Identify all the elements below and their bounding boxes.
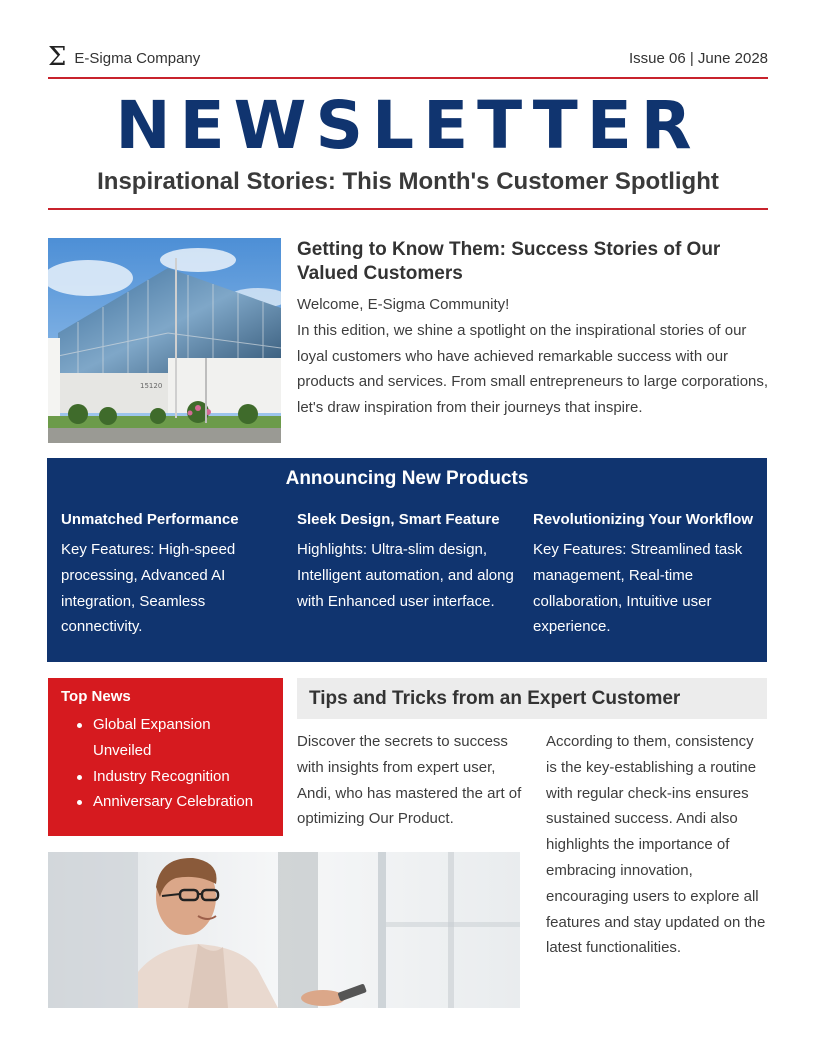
sigma-logo-icon: Σ (48, 41, 67, 72)
product-text: Highlights: Ultra-slim design, Intelligent automation, and along with Enhanced user interface. (297, 541, 514, 610)
new-products-panel (47, 458, 767, 662)
tips-left-text: Discover the secrets to success with insights from expert user, Andi, who has mastered the art of optimizing Our Product. (297, 733, 522, 828)
newsletter-subtitle: Inspirational Stories: This Month's Customer Spotlight (97, 168, 719, 195)
product-item (61, 511, 285, 640)
svg-text:15120: 15120 (140, 382, 163, 390)
intro-greeting: Welcome, E-Sigma Community! (297, 296, 510, 313)
product-title: Sleek Design, Smart Feature (297, 511, 500, 528)
intro-section (297, 238, 769, 421)
product-text: Key Features: High-speed processing, Advanced AI integration, Seamless connectivity. (61, 541, 236, 636)
products-heading: Announcing New Products (285, 468, 529, 489)
issue-date: Issue 06 | June 2028 (629, 49, 768, 67)
header-divider (48, 77, 768, 79)
subtitle-divider (48, 208, 768, 210)
office-building-photo (48, 238, 281, 443)
tips-right-text: According to them, consistency is the key-establishing a routine with regular check-ins ensures sustained success. Andi also highlights the importance of embracing innovation, encouraging users to explore all features and stay updated on the latest functionalities. (546, 733, 766, 957)
newsletter-title: NEWSLETTER (115, 87, 701, 164)
product-item (533, 511, 757, 640)
product-item (297, 511, 521, 614)
product-title: Unmatched Performance (61, 511, 239, 528)
list-item: Anniversary Celebration (93, 789, 270, 815)
top-news-heading: Top News (61, 688, 131, 705)
intro-body: In this edition, we shine a spotlight on the inspirational stories of our loyal customers who have achieved remarkable success with our products and services. From small entrepreneurs to large corporations, let's draw inspiration from their journeys that inspire. (297, 321, 769, 417)
brand (48, 41, 201, 72)
list-item: Global Expansion Unveiled (93, 712, 270, 764)
header-bar (48, 41, 768, 72)
top-news-box (48, 678, 283, 836)
product-title: Revolutionizing Your Workflow (533, 511, 753, 528)
intro-heading: Getting to Know Them: Success Stories of Our Valued Customers (297, 239, 721, 284)
list-item: Industry Recognition (93, 764, 270, 790)
top-news-list (61, 712, 270, 815)
product-text: Key Features: Streamlined task management, Real-time collaboration, Intuitive user experience. (533, 541, 743, 636)
tips-heading: Tips and Tricks from an Expert Customer (297, 678, 767, 719)
expert-customer-photo (48, 852, 520, 1008)
company-name: E-Sigma Company (74, 49, 201, 67)
